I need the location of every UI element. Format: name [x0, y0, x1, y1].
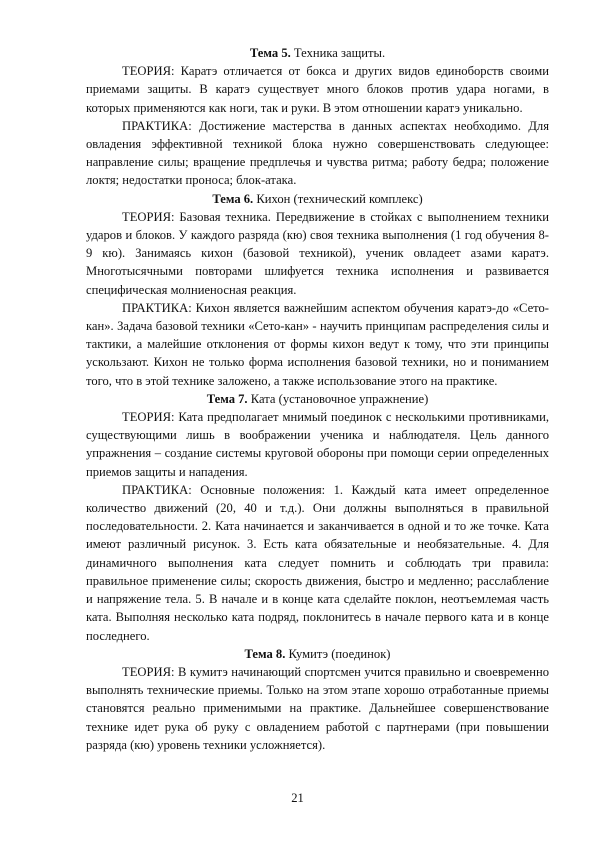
heading-title: Ката (установочное упражнение): [247, 391, 429, 406]
paragraph: ТЕОРИЯ: Каратэ отличается от бокса и других видов единоборств своими приемами защиты. В каратэ существует много блоков против удара ногами, в которых применяются как ноги, так и руки. В этом отношении каратэ уникально.: [86, 64, 549, 115]
heading-number: Тема 8.: [244, 646, 286, 661]
section-heading: [86, 645, 549, 663]
paragraph: ТЕОРИЯ: В кумитэ начинающий спортсмен учится правильно и своевременно выполнять технические приемы. Только на этом этапе хорошо отработанные приемы становятся реально применимыми на практике. Дальнейшее совершенствование технике идет рука об руку с овладением работой с партнерами (при повышении разряда (кю) уровень техники усложняется).: [86, 664, 549, 752]
heading-number: Тема 7.: [206, 391, 248, 406]
page-number: 21: [291, 791, 304, 805]
paragraph: ПРАКТИКА: Основные положения: 1. Каждый ката имеет определенное количество движений (20, 40 и т.д.). Они должны выполняться в правильной последовательности. 2. Ката начинается и заканчивается в одной и то же точке. Ката имеют различный рисунок. 3. Есть ката обязательные и необязательные. 4. Для динамичного выполнения ката следует помнить и соблюдать три правила: правильное применение силы; скорость движения, быстро и медленно; расслабление и напряжение тела. 5. В начале и в конце ката сделайте поклон, неотъемлемая часть ката. Выполняя несколько ката подряд, поклонитесь в начале первого ката и в конце последнего.: [86, 482, 549, 643]
paragraph: ТЕОРИЯ: Базовая техника. Передвижение в стойках с выполнением техники ударов и блоков. У каждого разряда (кю) своя техника выполнения (1 год обучения 8-9 кю). Занимаясь кихон (базовой техникой), ученик овладеет азами каратэ. Многотысячными повторами шлифуется техника исполнения и развивается специфическая молниеносная реакция.: [86, 209, 549, 297]
document-page: [86, 44, 549, 754]
heading-number: Тема 6.: [212, 191, 254, 206]
heading-number: Тема 5.: [249, 46, 291, 60]
heading-title: Кихон (технический комплекс): [253, 191, 423, 206]
paragraph: ТЕОРИЯ: Ката предполагает мнимый поединок с несколькими противниками, существующими лишь в воображении ученика и наблюдателя. Цель данного упражнения – создание системы круговой обороны при помощи серии определенных приемов защиты и нападения.: [86, 410, 549, 479]
heading-title: Техника защиты.: [290, 46, 386, 60]
section-heading: [86, 44, 549, 62]
paragraph: ПРАКТИКА: Достижение мастерства в данных аспектах необходимо. Для овладения эффективной техникой блока нужно совершенствовать следующее: направление силы; вращение предплечья и чувства ритма; работу бедра; положение локтя; недостатки проноса; блок-атака.: [86, 118, 549, 188]
section-heading: [86, 390, 549, 408]
section-heading: [86, 190, 549, 208]
heading-title: Кумитэ (поединок): [285, 646, 391, 661]
paragraph: ПРАКТИКА: Кихон является важнейшим аспектом обучения каратэ-до «Сето-кан». Задача базовой техники «Сето-кан» - научить принципам распределения силы и тактики, а малейшие отклонения от формы кихон ведут к тому, что эти принципы ускользают. Кихон не только форма исполнения базовой техники, но и пониманием того, что в этой технике заложено, а также использование этого на практике.: [86, 300, 549, 388]
